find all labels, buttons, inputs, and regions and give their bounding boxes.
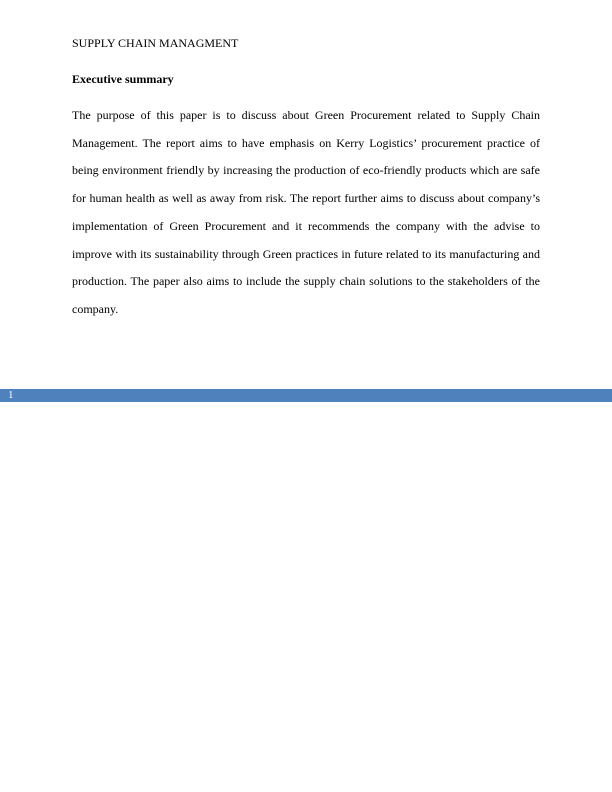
page-number: 1: [8, 389, 14, 401]
running-header: SUPPLY CHAIN MANAGMENT: [72, 36, 239, 50]
footer-bar: [0, 389, 612, 402]
body-paragraph: The purpose of this paper is to discuss about Green Procurement related to Supply Chain Management. The report aims to have emphasis on Kerry Logistics’ procurement practice of being environment friendly by increasing the production of eco-friendly products which are safe for human health as well as away from risk. The report further aims to discuss about company’s implementation of Green Procurement and it recommends the company with the advise to improve with its sustainability through Green practices in future related to its manufacturing and production. The paper also aims to include the supply chain solutions to the stakeholders of the company.: [72, 108, 540, 316]
section-heading: Executive summary: [72, 72, 174, 86]
